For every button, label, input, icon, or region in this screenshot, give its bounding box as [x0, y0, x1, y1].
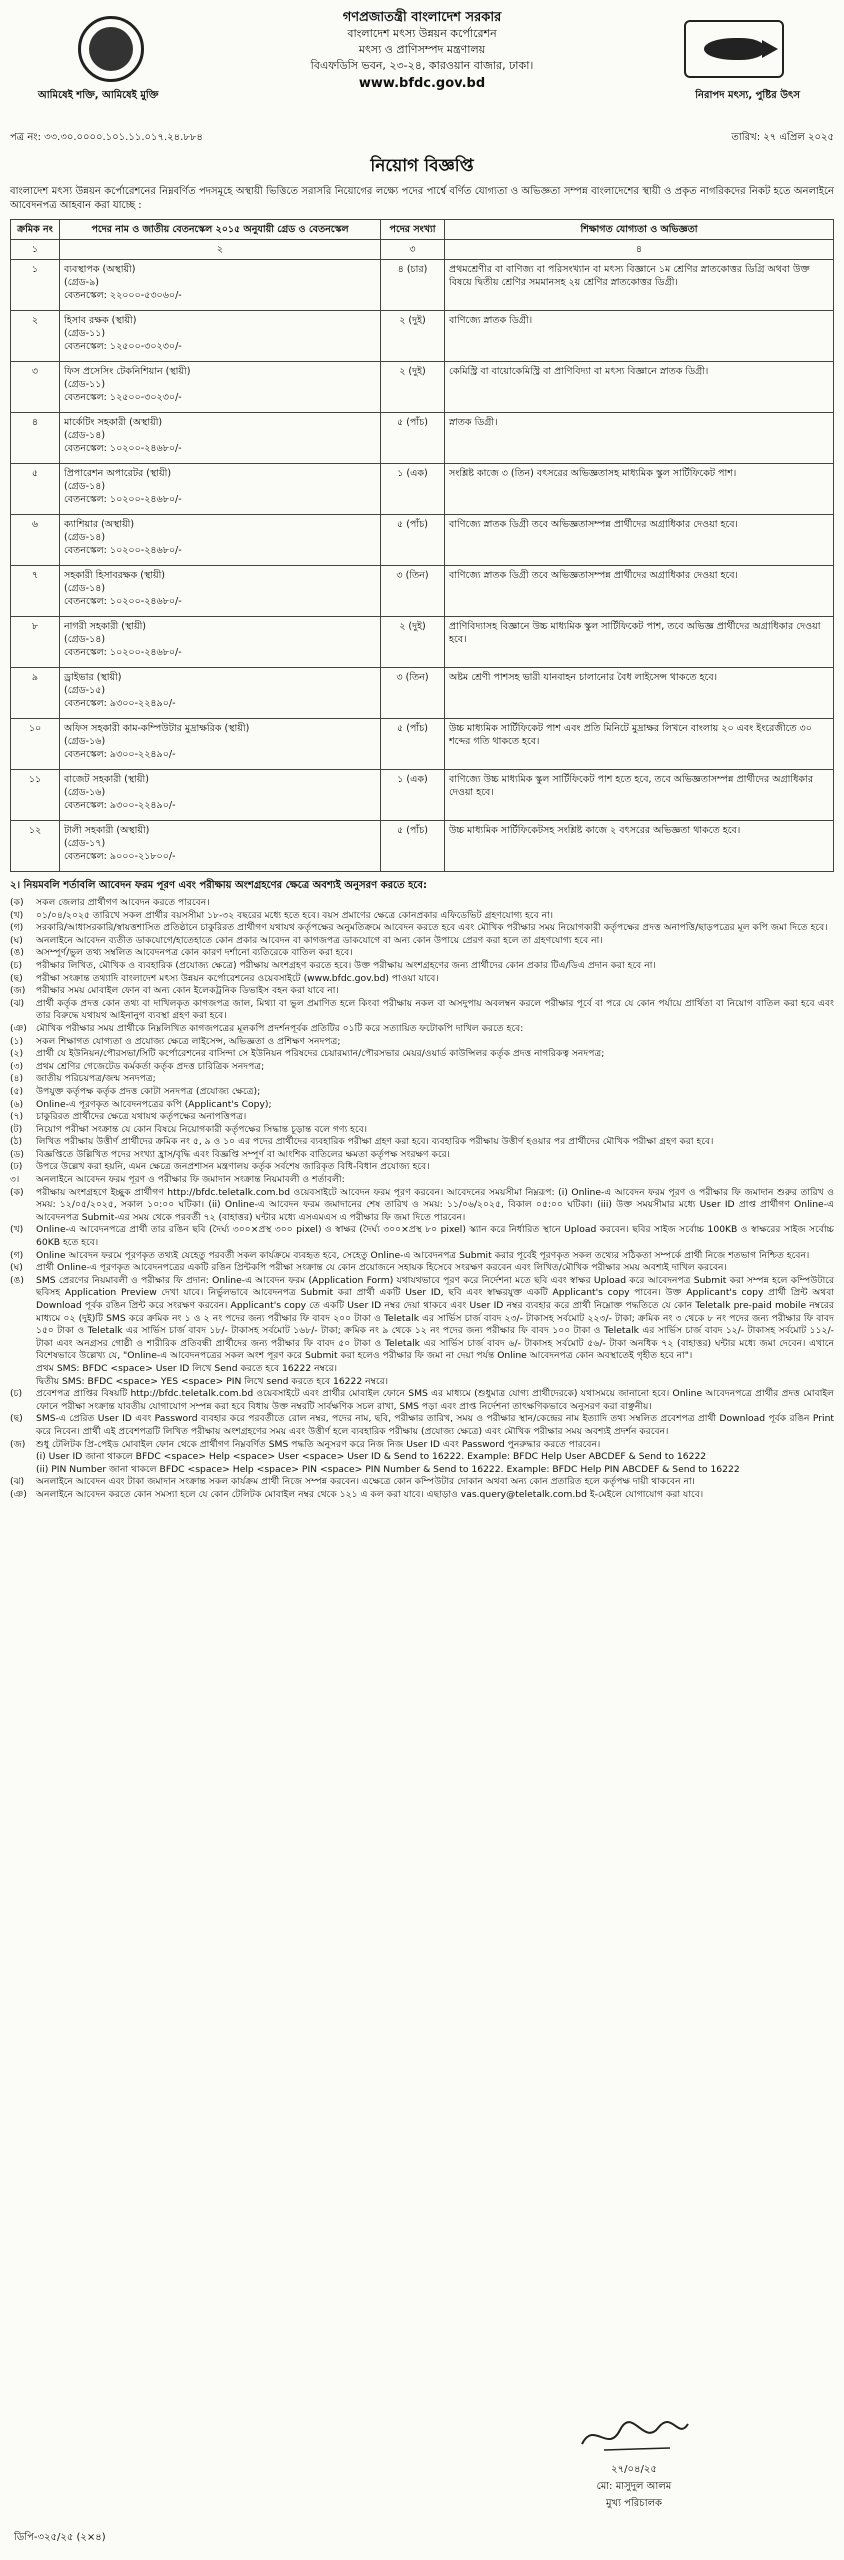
term-item	[10, 1451, 834, 1464]
publication-ref: ডিপি-৩২৫/২৫ (২×৪)	[14, 2532, 106, 2543]
term-item	[10, 1124, 834, 1137]
term-label	[10, 1363, 36, 1376]
row-count: ৫ (পাঁচ)	[381, 821, 445, 872]
term-text: নিয়োগ পরীক্ষা সংক্রান্ত যে কোন বিষয়ে নিয়োগকারী কর্তৃপক্ষের সিদ্ধান্ত চূড়ান্ত বলে গণ্য হবে।	[36, 1123, 368, 1135]
term-label: ৩।	[10, 1174, 20, 1186]
post-name: বাজেট সহকারী (স্থায়ী)	[64, 774, 149, 785]
row-qualification: বাণিজ্যে স্নাতক ডিগ্রী।	[445, 311, 834, 362]
term-item	[10, 998, 834, 1023]
signatory-name: মো: মাসুদুল আলম	[596, 2481, 672, 2492]
post-grade: (গ্রেড-১৪)	[64, 481, 106, 492]
term-label: (ঠ)	[10, 1136, 23, 1148]
term-text: লিখিত পরীক্ষায় উত্তীর্ণ প্রার্থীদের ক্রমিক নং ৫, ৯ ও ১০ এর পদের প্রার্থীদের ব্যবহারিক পরীক্ষা গ্রহণ করা হবে। ব্যবহারিক পরীক্ষায় উত্তীর্ণ হওয়ার পর প্রার্থীদের মৌখিক পরীক্ষা গ্রহণ করা হবে।	[36, 1136, 714, 1148]
col-number: ৩	[381, 240, 445, 260]
term-item	[10, 960, 834, 973]
col-number: ২	[60, 240, 381, 260]
motto-right: নিরাপদ মৎস্য, পুষ্টির উৎস	[695, 90, 800, 101]
post-name: নাগরী সহকারী (স্থায়ী)	[64, 621, 147, 632]
row-serial: ১১	[11, 770, 60, 821]
term-text: অসম্পূর্ণ/ভুল তথ্য সম্বলিত আবেদনপত্র কোন কারণ দর্শানো ব্যতিরেকে বাতিল করা হবে।	[36, 947, 353, 959]
term-label: (ঙ)	[10, 1274, 24, 1286]
term-text: প্রথম SMS: BFDC <space> User ID লিখে Send করতে হবে 16222 নম্বরে।	[36, 1362, 338, 1374]
post-grade: (গ্রেড-৯)	[64, 277, 99, 288]
row-serial: ৫	[11, 464, 60, 515]
row-qualification: উচ্চ মাধ্যমিক সার্টিফিকেট পাশ এবং প্রতি মিনিটে মুদ্রাক্ষর লিখনে বাংলায় ২০ এবং ইংরেজীতে ৩০ শব্দের গতি থাকতে হবে।	[445, 719, 834, 770]
row-count: ২ (দুই)	[381, 362, 445, 413]
col-number: ৪	[445, 240, 834, 260]
row-serial: ৭	[11, 566, 60, 617]
memo-date: তারিখ: ২৭ এপ্রিল ২০২৫	[731, 132, 834, 143]
row-qualification: প্রথমশ্রেণীর বা বাণিজ্য বা পরিসংখ্যান বা মৎস্য বিজ্ঞানে ১ম শ্রেণির স্নাতকোত্তর ডিগ্রি অথবা উক্ত বিষয়ে দ্বিতীয় শ্রেণির সমমানসহ ২য় শ্রেণির স্নাতকোত্তর ডিগ্রী।	[445, 260, 834, 311]
row-post	[60, 821, 381, 872]
row-qualification: সংশ্লিষ্ট কাজে ৩ (তিন) বৎসরের অভিজ্ঞতাসহ মাধ্যমিক স্কুল সার্টিফিকেট পাশ।	[445, 464, 834, 515]
term-item	[10, 1376, 834, 1389]
post-name: টালী সহকারী (অস্থায়ী)	[64, 825, 150, 836]
term-text: সরকারি/আধাসরকারি/স্বায়ত্তশাসিত প্রতিষ্ঠানে চাকুরিরত প্রার্থীগণ যথাযথ কর্তৃপক্ষের অনুমতিক্রমে আবেদন করতে হবে এবং মৌখিক পরীক্ষার সময় নিয়োগকারী কর্তৃপক্ষের প্রদত্ত অনাপত্তি/ছাড়পত্রের মূল কপি জমা দিতে হবে।	[36, 922, 828, 934]
table-row	[11, 515, 834, 566]
term-label: (ছ)	[10, 1413, 23, 1425]
post-name: মার্কেটিং সহকারী (অস্থায়ী)	[64, 417, 163, 428]
term-item	[10, 1073, 834, 1086]
col-qualification: শিক্ষাগত যোগ্যতা ও অভিজ্ঞতা	[445, 220, 834, 240]
post-grade: (গ্রেড-১৫)	[64, 685, 106, 696]
term-text: সকল জেলার প্রার্থীগণ আবেদন করতে পারবেন।	[36, 897, 210, 908]
term-label: (ঙ)	[10, 947, 24, 959]
term-label: (ঘ)	[10, 934, 23, 946]
memo-number: পত্র নং: ৩৩.৩০.০০০০.১০১.১১.০১৭.২৪.৮৮৪	[10, 132, 203, 143]
term-text: অনলাইনে আবেদন এবং টাকা জমাদান সংক্রান্ত সকল কার্যক্রম প্রার্থী নিজে সম্পন্ন করবেন। এক্ষেত্রে কোন কম্পিউটার দোকান অথবা অন্য কোন প্রতারিত হলে কর্তৃপক্ষ দায়ী থাকবেন না।	[36, 1476, 695, 1488]
post-grade: (গ্রেড-১৬)	[64, 787, 106, 798]
term-text: দ্বিতীয় SMS: BFDC <space> YES <space> PIN লিখে send করতে হবে 16222 নম্বরে।	[36, 1375, 389, 1387]
term-item	[10, 1136, 834, 1149]
term-label: (ক)	[10, 897, 24, 908]
row-count: ৩ (তিন)	[381, 668, 445, 719]
posts-table	[10, 219, 834, 872]
term-label: (ঞ)	[10, 1022, 27, 1034]
term-text: SMS-এ প্রেরিত User ID এবং Password ব্যবহার করে পরবর্তীতে রোল নম্বর, পদের নাম, ছবি, পরীক্ষার তারিখ, সময় ও পরীক্ষার স্থান/কেন্দ্রের নাম ইত্যাদি তথ্য সম্বলিত প্রবেশপত্র প্রার্থী Download পূর্বক রঙিন Print করে নিবেন। প্রার্থী এই প্রবেশপত্রটি লিখিত পরীক্ষায় অংশগ্রহণের সময় এবং উত্তীর্ণ হলে ব্যবহারিক পরীক্ষায় (প্রযোজ্য ক্ষেত্রে) এবং মৌখিক পরীক্ষার সময় অবশ্যই প্রদর্শন করবেন।	[36, 1413, 834, 1437]
term-item	[10, 935, 834, 948]
term-label: (গ)	[10, 1249, 24, 1261]
term-label: (ঞ)	[10, 1488, 27, 1500]
table-body	[11, 260, 834, 872]
term-label: (ঢ)	[10, 1161, 23, 1173]
website-link[interactable]: www.bfdc.gov.bd	[358, 76, 486, 91]
fish-icon	[704, 38, 764, 60]
row-count: ১ (এক)	[381, 464, 445, 515]
post-scale: বেতনস্কেল: ১০২০০-২৪৬৮০/-	[64, 647, 182, 658]
col-post: পদের নাম ও জাতীয় বেতনস্কেল ২০১৫ অনুযায়ী গ্রেড ও বেতনস্কেল	[60, 220, 381, 240]
row-serial: ১	[11, 260, 60, 311]
term-item	[10, 1099, 834, 1112]
term-text: পরীক্ষার লিখিত, মৌখিক ও ব্যবহারিক (প্রযোজ্য ক্ষেত্রে) পরীক্ষায় অংশগ্রহণ করতে হবে। উক্ত পরীক্ষায় অংশগ্রহণের জন্য প্রার্থীদের কোন প্রকার টিএ/ডিএ প্রদান করা হবে না।	[36, 959, 656, 971]
term-item	[10, 1476, 834, 1489]
ministry-name: মৎস্য ও প্রাণিসম্পদ মন্ত্রণালয়	[358, 43, 486, 56]
term-label: (ছ)	[10, 972, 23, 984]
bfdc-fish-logo	[684, 20, 784, 78]
term-label: (চ)	[10, 959, 23, 971]
term-text: প্রার্থী যে ইউনিয়ন/পৌরসভা/সিটি কর্পোরেশনের বাসিন্দা সে ইউনিয়ন পরিষদের চেয়ারম্যান/পৌরসভার মেয়র/ওয়ার্ড কাউন্সিলর কর্তৃক প্রদত্ত নাগরিকত্ব সনদপত্র;	[36, 1048, 605, 1060]
term-label: (ঝ)	[10, 1476, 25, 1488]
term-label: (৫)	[10, 1085, 24, 1097]
term-label: (ক)	[10, 1186, 24, 1198]
row-post	[60, 260, 381, 311]
row-qualification: বাণিজ্যে উচ্চ মাধ্যমিক স্কুল সার্টিফিকেট পাশ হতে হবে, তবে অভিজ্ঞতাসম্পন্ন প্রার্থীদের অগ্রাধিকার দেওয়া হবে।	[445, 770, 834, 821]
col-number: ১	[11, 240, 60, 260]
term-item	[10, 1413, 834, 1438]
table-row	[11, 464, 834, 515]
post-name: ক্যাশিয়ার (অস্থায়ী)	[64, 519, 135, 530]
term-text: চাকুরিরত প্রার্থীদের ক্ষেত্রে যথাযথ কর্তৃপক্ষের অনাপত্তিপত্র।	[36, 1111, 247, 1123]
table-row	[11, 719, 834, 770]
memo-row	[10, 130, 834, 147]
term-item	[10, 1250, 834, 1263]
row-post	[60, 566, 381, 617]
term-text: ০১/০৪/২০২৫ তারিখে সকল প্রার্থীর বয়সসীমা ১৮-৩২ বছরের মধ্যে হতে হবে। বয়স প্রমাণের ক্ষেত্রে কোনপ্রকার এফিডেভিট গ্রহণযোগ্য হবে না।	[36, 909, 554, 921]
term-item	[10, 910, 834, 923]
term-item	[10, 1174, 834, 1187]
term-text: বিজ্ঞপ্তিতে উল্লিখিত পদের সংখ্যা হ্রাস/বৃদ্ধি এবং বিজ্ঞপ্তি সম্পূর্ণ বা আংশিক বাতিলের ক্ষমতা কর্তৃপক্ষ সংরক্ষণ করে।	[36, 1148, 450, 1160]
post-scale: বেতনস্কেল: ১২৫০০-৩০২৩০/-	[64, 392, 182, 403]
row-serial: ১০	[11, 719, 60, 770]
term-text: (ii) PIN Number জানা থাকলে BFDC <space> Help <space> PIN <space> PIN Number & Send to 16222. Example: BFDC Help PIN ABCDEF & Send to 16222	[36, 1463, 740, 1475]
term-text: Online-এ পূরণকৃত আবেদনপত্রের কপি (Applicant's Copy);	[36, 1098, 272, 1110]
term-text: (i) User ID জানা থাকলে BFDC <space> Help <space> User <space> User ID & Send to 16222. Example: BFDC Help User ABCDEF & Send to 16222	[36, 1451, 707, 1463]
term-text: Online-এ আবেদনপত্রে প্রার্থী তার রঙিন ছবি (দৈর্ঘ্য ৩০০×প্রস্থ ৩০০ pixel) ও স্বাক্ষর (দৈর্ঘ্য ৩০০×প্রস্থ ৮০ pixel) স্ক্যান করে নির্ধারিত স্থানে Upload করবেন। ছবির সাইজ সর্বোচ্চ 100KB ও স্বাক্ষরের সাইজ সর্বোচ্চ 60KB হতে হবে।	[36, 1224, 834, 1249]
notice-title: নিয়োগ বিজ্ঞপ্তি	[370, 156, 474, 176]
row-qualification: প্রাণিবিদ্যাসহ বিজ্ঞানে উচ্চ মাধ্যমিক স্কুল সার্টিফিকেট পাশ, তবে অভিজ্ঞ প্রার্থীদের অগ্রাধিকার দেওয়া হবে।	[445, 617, 834, 668]
row-count: ৫ (পাঁচ)	[381, 719, 445, 770]
terms-title: ২। নিয়মবলি শর্তাবলি আবেদন ফরম পূরণ এবং পরীক্ষায় অংশগ্রহণের ক্ষেত্রে অবশ্যই অনুসরণ করতে হবে:	[10, 880, 427, 891]
post-name: প্রিপারেশন অপারেটর (স্থায়ী)	[64, 468, 172, 479]
row-post	[60, 719, 381, 770]
row-count: ৫ (পাঁচ)	[381, 413, 445, 464]
row-post	[60, 311, 381, 362]
term-item	[10, 1048, 834, 1061]
term-label: (খ)	[10, 909, 24, 921]
term-label: (ঝ)	[10, 997, 25, 1009]
term-label	[10, 1451, 36, 1464]
term-label: (জ)	[10, 1438, 26, 1450]
header	[10, 10, 834, 128]
row-count: ২ (দুই)	[381, 617, 445, 668]
term-label	[10, 1376, 36, 1389]
term-text: পরীক্ষা সংক্রান্ত তথ্যাদি বাংলাদেশ মৎস্য উন্নয়ন কর্পোরেশনের ওয়েবসাইটে (www.bfdc.gov.bd) পাওয়া যাবে।	[36, 972, 439, 984]
term-item	[10, 1187, 834, 1225]
term-label: (ড)	[10, 1148, 24, 1160]
row-qualification: উচ্চ মাধ্যমিক সার্টিফিকেটসহ সংশ্লিষ্ট কাজে ২ বৎসরের অভিজ্ঞতা থাকতে হবে।	[445, 821, 834, 872]
term-text: সকল শিক্ষাগত যোগ্যতা ও প্রযোজ্য ক্ষেত্রে লাইসেন্স, অভিজ্ঞতা ও প্রশিক্ষণ সনদপত্র;	[36, 1035, 341, 1047]
row-qualification: স্নাতক ডিগ্রী।	[445, 413, 834, 464]
term-item	[10, 1061, 834, 1074]
term-text: প্রার্থী Online-এ পূরণকৃত আবেদনপত্রের একটি রঙিন প্রিন্টকপি পরীক্ষা সংক্রান্ত যে কোন প্রয়োজনে সহায়ক হিসেবে সংরক্ষণ করবেন এবং লিখিত/মৌখিক পরীক্ষার সময় অবশ্যই দাখিল করবেন।	[36, 1262, 727, 1274]
row-serial: ৬	[11, 515, 60, 566]
term-label: (জ)	[10, 985, 26, 997]
post-name: ফিস প্রসেসিং টেকনিশিয়ান (স্থায়ী)	[64, 366, 191, 377]
term-item	[10, 1464, 834, 1477]
term-label: (৩)	[10, 1060, 24, 1072]
signatory-designation: মুখ্য পরিচালক	[605, 2498, 663, 2509]
row-qualification: অষ্টম শ্রেণী পাশসহ ভারী যানবাহন চালানোর বৈধ লাইসেন্স থাকতে হবে।	[445, 668, 834, 719]
term-label: (৭)	[10, 1111, 24, 1123]
government-name: গণপ্রজাতন্ত্রী বাংলাদেশ সরকার	[342, 10, 502, 25]
post-name: সহকারী হিসাবরক্ষক (স্থায়ী)	[64, 570, 166, 581]
post-scale: বেতনস্কেল: ১০২০০-২৪৬৮০/-	[64, 443, 182, 454]
signature-date: ২৭/০৪/২৫	[611, 2464, 657, 2475]
term-item	[10, 985, 834, 998]
term-text: অনলাইনে আবেদন ব্যতীত ডাকযোগে/হাতেহাতে কোন প্রকার আবেদন বা কাগজপত্র ডাকযোগে বা অন্য কোন উপায়ে প্রেরণ করা হলে তা গ্রহণযোগ্য হবে না।	[36, 934, 603, 946]
term-text: অনলাইনে আবেদন ফরম পূরণ ও পরীক্ষার ফি জমাদান সংক্রান্ত নিয়মাবলী ও শর্তাবলী:	[36, 1174, 345, 1186]
term-item	[10, 1363, 834, 1376]
term-text: পরীক্ষায় অংশগ্রহণে ইচ্ছুক প্রার্থীগণ http://bfdc.teletalk.com.bd ওয়েবসাইটে আবেদন ফরম পূরণ করবেন। আবেদনের সময়সীমা নিম্নরূপ: (i) Online-এ আবেদন ফরম পূরণ ও পরীক্ষার ফি জমাদান শুরুর তারিখ ও সময়: ১২/০৫/২০২৫, সকাল ১০:০০ ঘটিকা। (ii) Online-এ আবেদন ফরম জমাদানের শেষ তারিখ ও সময়: ১১/০৬/২০২৫, বিকাল ০৫:০০ ঘটিকা। (iii) উক্ত সময়সীমার মধ্যে User ID প্রাপ্ত প্রার্থীগণ Online-এ আবেদনপত্র Submit-এর সময় থেকে পরবর্তী ৭২ (বাহাত্তর) ঘন্টার মধ্যে এসএমএস এ পরীক্ষার ফি জমা দিতে পারবেন।	[36, 1186, 834, 1223]
post-name: অফিস সহকারী কাম-কম্পিউটার মুদ্রাক্ষরিক (স্থায়ী)	[64, 723, 250, 734]
post-scale: বেতনস্কেল: ১২৫০০-৩০২৩০/-	[64, 341, 182, 352]
row-qualification: বাণিজ্যে স্নাতক ডিগ্রী তবে অভিজ্ঞতাসম্পন্ন প্রার্থীদের অগ্রাধিকার দেওয়া হবে।	[445, 515, 834, 566]
post-scale: বেতনস্কেল: ১০২০০-২৪৬৮০/-	[64, 545, 182, 556]
term-item	[10, 1111, 834, 1124]
post-scale: বেতনস্কেল: ২২০০০-৫৩০৬০/-	[64, 290, 182, 301]
table-row	[11, 821, 834, 872]
row-serial: ৩	[11, 362, 60, 413]
post-name: ড্রাইভার (স্থায়ী)	[64, 672, 122, 683]
post-scale: বেতনস্কেল: ১০২০০-২৪৬৮০/-	[64, 494, 182, 505]
post-grade: (গ্রেড-১৪)	[64, 430, 106, 441]
term-item	[10, 1023, 834, 1036]
row-serial: ২	[11, 311, 60, 362]
row-qualification: বাণিজ্যে স্নাতক ডিগ্রী তবে অভিজ্ঞতাসম্পন্ন প্রার্থীদের অগ্রাধিকার দেওয়া হবে।	[445, 566, 834, 617]
row-qualification: কেমিস্ট্রি বা বায়োকেমিস্ট্রি বা প্রাণিবিদ্যা বা মৎস্য বিজ্ঞানে স্নাতক ডিগ্রী।	[445, 362, 834, 413]
term-item	[10, 1262, 834, 1275]
term-item	[10, 1388, 834, 1413]
post-name: ব্যবস্থাপক (অস্থায়ী)	[64, 264, 136, 275]
term-item	[10, 1161, 834, 1174]
corporation-name: বাংলাদেশ মৎস্য উন্নয়ন কর্পোরেশন	[347, 27, 497, 40]
term-text: অনলাইনে আবেদন করতে কোন সমস্যা হলে যে কোন টেলিটক মোবাইল নম্বর থেকে ১২১ এ কল করা যাবে। এছাড়াও vas.query@teletalk.com.bd ই-মেইলে যোগাযোগ করা যাবে।	[36, 1488, 704, 1500]
term-text: শুধু টেলিটক প্রি-পেইড মোবাইল ফোন থেকে প্রার্থীগণ নিম্নবর্ণিত SMS পদ্ধতি অনুসরণ করে নিজ নিজ User ID এবং Password পুনরুদ্ধার করতে পারবেন।	[36, 1438, 601, 1450]
post-grade: (গ্রেড-১৭)	[64, 838, 106, 849]
table-number-row	[11, 240, 834, 260]
signature-mark	[534, 2410, 734, 2462]
term-text: SMS প্রেরণের নিয়মাবলী ও পরীক্ষার ফি প্রদান: Online-এ আবেদন ফরম (Application Form) যথাযথভাবে পূরণ করে নির্দেশনা মতে ছবি এবং স্বাক্ষর Upload করে আবেদনপত্র Submit করা সম্পন্ন হলে কম্পিউটারে ছবিসহ Application Preview দেখা যাবে। নির্ভুলভাবে আবেদনপত্র Submit করা প্রার্থী একটি User ID, ছবি এবং স্বাক্ষরযুক্ত একটি Applicant's copy পাবেন। উক্ত Applicant's copy প্রার্থী প্রিন্ট অথবা Download পূর্বক রঙিন প্রিন্ট করে সংরক্ষণ করবেন। Applicant's copy তে একটি User ID নম্বর দেয়া থাকবে এবং User ID নম্বর ব্যবহার করে প্রার্থী নিম্নোক্ত পদ্ধতিতে যে কোন Teletalk pre-paid mobile নম্বরের মাধ্যমে ০২ (দুই)টি SMS করে ক্রমিক নং ১ ও ২ নং পদের জন্য পরীক্ষার ফি বাবদ ২০০ টাকা ও Teletalk এর সার্ভিস চার্জ বাবদ ২৩/- টাকাসহ সর্বমোট ২২৩/- টাকা; ক্রমিক নং ৩ থেকে ৮ নং পদের জন্য পরীক্ষার ফি বাবদ ১৫০ টাকা ও Teletalk এর সার্ভিস চার্জ বাবদ ১৮/- টাকাসহ সর্বমোট ১৬৮/- টাকা; ক্রমিক নং ৯ থেকে ১২ নং পদের জন্য পরীক্ষার ফি বাবদ ১০০ টাকা ও Teletalk এর সার্ভিস চার্জ বাবদ ১২/- টাকাসহ সর্বমোট ১১২/- টাকা এবং অনগ্রসর গোষ্ঠী ও শারীরিক প্রতিবন্ধী প্রার্থীদের জন্য পরীক্ষার ফি বাবদ ৫০ টাকা ও Teletalk এর সার্ভিস চার্জ বাবদ ৬/- টাকাসহ সর্বমোট ৫৬/- টাকা অনধিক ৭২ (বাহাত্তর) ঘন্টার মধ্যে জমা দেবেন। এখানে বিশেষভাবে উল্লেখ্য যে, "Online-এ আবেদনপত্রের সকল অংশ পূরণ করে Submit করা হলেও পরীক্ষার ফি জমা না দেয়া পর্যন্ত Online আবেদনপত্র কোন অবস্থাতেই গৃহীত হবে না"।	[36, 1274, 834, 1362]
term-text: পরীক্ষার সময় মোবাইল ফোন বা অন্য কোন ইলেকট্রনিক ডিভাইস বহন করা যাবে না।	[36, 985, 339, 997]
term-label: (২)	[10, 1048, 24, 1060]
col-serial: ক্রমিক নং	[11, 220, 60, 240]
row-serial: ১২	[11, 821, 60, 872]
term-text: Online আবেদন ফরমে পূরণকৃত তথ্যই যেহেতু পরবর্তী সকল কার্যক্রমে ব্যবহৃত হবে, সেহেতু Online-এ আবেদনপত্র Submit করার পূর্বেই পূরণকৃত সকল তথ্যের সঠিকতা সম্পর্কে প্রার্থী নিজে শতভাগ নিশ্চিত হবেন।	[36, 1249, 810, 1261]
row-count: ২ (দুই)	[381, 311, 445, 362]
term-label: (৬)	[10, 1098, 24, 1110]
table-row	[11, 617, 834, 668]
term-item	[10, 1086, 834, 1099]
signature-block	[534, 2410, 734, 2513]
post-scale: বেতনস্কেল: ৯৩০০-২২৪৯০/-	[64, 800, 176, 811]
term-label	[10, 1464, 36, 1477]
post-scale: বেতনস্কেল: ১০২০০-২৪৬৮০/-	[64, 596, 182, 607]
post-scale: বেতনস্কেল: ৯৩০০-২২৪৯০/-	[64, 749, 176, 760]
term-label: (ঘ)	[10, 1262, 23, 1274]
term-label: (ট)	[10, 1123, 23, 1135]
post-grade: (গ্রেড-১১)	[64, 379, 106, 390]
term-item	[10, 1224, 834, 1249]
term-text: জাতীয় পরিচয়পত্র/জন্ম সনদপত্র;	[36, 1073, 156, 1085]
motto-left: আমিষেই শক্তি, আমিষেই মুক্তি	[38, 90, 159, 101]
term-text: মৌখিক পরীক্ষার সময় প্রার্থীকে নিম্নলিখিত কাগজপত্রের মূলকপি প্রদর্শনপূর্বক প্রতিটির ০১টি করে সত্যায়িত ফটোকপি দাখিল করতে হবে:	[36, 1022, 524, 1034]
table-row	[11, 668, 834, 719]
term-item	[10, 1439, 834, 1452]
post-grade: (গ্রেড-১৪)	[64, 532, 106, 543]
row-post	[60, 464, 381, 515]
post-grade: (গ্রেড-১৪)	[64, 583, 106, 594]
row-serial: ৮	[11, 617, 60, 668]
table-row	[11, 362, 834, 413]
term-item	[10, 973, 834, 986]
table-row	[11, 260, 834, 311]
term-text: প্রার্থী কর্তৃক প্রদত্ত কোন তথ্য বা দাখিলকৃত কাগজপত্র জাল, মিথ্যা বা ভুল প্রমাণিত হলে কিংবা পরীক্ষায় নকল বা অসদুপায় অবলম্বন করলে পরীক্ষার পূর্বে বা পরে যে কোন পর্যায়ে প্রার্থিতা বা নিয়োগ বাতিল করা হবে এবং তার বিরুদ্ধে যথাযথ আইনানুগ ব্যবস্থা গ্রহণ করা হবে।	[36, 997, 834, 1022]
term-label: (১)	[10, 1035, 24, 1047]
term-text: উপরে উল্লেখ করা হয়নি, এমন ক্ষেত্রে জনপ্রশাসন মন্ত্রণালয় কর্তৃক সর্বশেষ জারিকৃত বিধি-বিধান প্রযোজ্য হবে।	[36, 1161, 430, 1173]
term-text: প্রথম শ্রেণির গেজেটেড কর্মকর্তা কর্তৃক প্রদত্ত চারিত্রিক সনদপত্র;	[36, 1060, 265, 1072]
term-item	[10, 1489, 834, 1502]
row-post	[60, 668, 381, 719]
post-scale: বেতনস্কেল: ৯৩০০-২২৪৯০/-	[64, 698, 176, 709]
terms-list	[10, 897, 834, 1502]
post-name: হিসাব রক্ষক (স্থায়ী)	[64, 315, 137, 326]
notice-intro: বাংলাদেশ মৎস্য উন্নয়ন কর্পোরেশনের নিম্নবর্ণিত পদসমূহে অস্থায়ী ভিত্তিতে সরাসরি নিয়োগের লক্ষ্যে পদের পার্শ্বে বর্ণিত যোগ্যতা ও অভিজ্ঞতা সম্পন্ন বাংলাদেশের স্থায়ী ও প্রকৃত নাগরিকদের নিকট হতে অনলাইনে আবেদনপত্র আহবান করা যাচ্ছে :	[10, 186, 834, 211]
row-post	[60, 413, 381, 464]
row-count: ৪ (চার)	[381, 260, 445, 311]
col-count: পদের সংখ্যা	[381, 220, 445, 240]
term-label: (খ)	[10, 1224, 24, 1236]
row-post	[60, 515, 381, 566]
row-post	[60, 770, 381, 821]
office-address: বিএফডিসি ভবন, ২৩-২৪, কারওয়ান বাজার, ঢাকা।	[310, 59, 534, 72]
post-scale: বেতনস্কেল: ৯০০০-২১৮০০/-	[64, 851, 176, 862]
term-label: (চ)	[10, 1388, 23, 1400]
table-row	[11, 311, 834, 362]
term-item	[10, 897, 834, 910]
row-count: ৩ (তিন)	[381, 566, 445, 617]
term-item	[10, 1036, 834, 1049]
row-count: ৫ (পাঁচ)	[381, 515, 445, 566]
post-grade: (গ্রেড-১৬)	[64, 736, 106, 747]
row-serial: ৪	[11, 413, 60, 464]
table-row	[11, 566, 834, 617]
table-row	[11, 770, 834, 821]
term-item	[10, 922, 834, 935]
row-post	[60, 617, 381, 668]
term-item	[10, 1149, 834, 1162]
row-count: ১ (এক)	[381, 770, 445, 821]
table-row	[11, 413, 834, 464]
row-serial: ৯	[11, 668, 60, 719]
term-item	[10, 1275, 834, 1363]
post-grade: (গ্রেড-১৪)	[64, 634, 106, 645]
term-label: (গ)	[10, 922, 24, 934]
term-text: উপযুক্ত কর্তৃপক্ষ কর্তৃক প্রদত্ত কোটা সনদপত্র (প্রযোজ্য ক্ষেত্রে);	[36, 1085, 261, 1097]
table-header-row	[11, 220, 834, 240]
row-post	[60, 362, 381, 413]
term-item	[10, 947, 834, 960]
term-label: (৪)	[10, 1073, 24, 1085]
post-grade: (গ্রেড-১১)	[64, 328, 106, 339]
term-text: প্রবেশপত্র প্রাপ্তির বিষয়টি http://bfdc.teletalk.com.bd ওয়েবসাইটে এবং প্রার্থীর মোবাইল ফোনে SMS এর মাধ্যমে (শুধুমাত্র যোগ্য প্রার্থীদেরকে) যথাসময়ে জানানো হবে। Online আবেদনপত্রে প্রার্থীর প্রদত্ত মোবাইল ফোনে পরীক্ষা সংক্রান্ত যাবতীয় যোগাযোগ সম্পন্ন করা হবে বিধায় উক্ত নম্বরটি সার্বক্ষণিক সচল রাখা, SMS পড়া এবং প্রাপ্ত নির্দেশনা তাৎক্ষণিকভাবে অনুসরণ করা বাঞ্ছনীয়।	[36, 1388, 834, 1412]
